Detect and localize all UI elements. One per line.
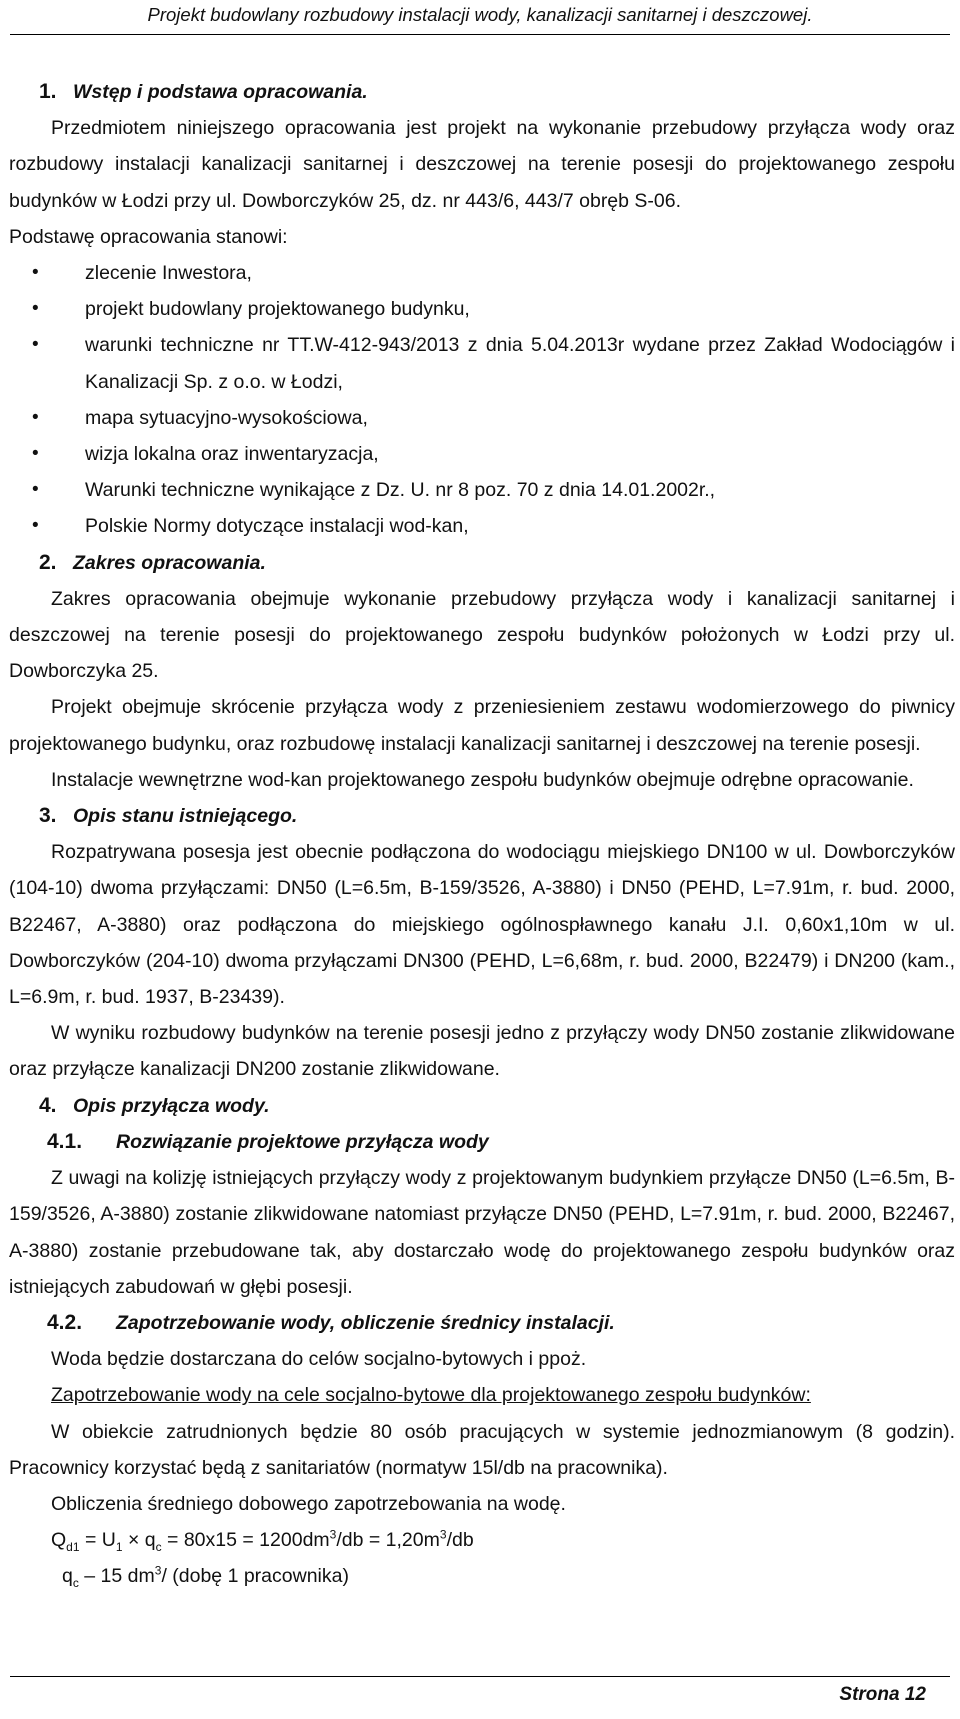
- formula-sub: 1: [115, 1540, 123, 1555]
- paragraph: Obliczenia średniego dobowego zapotrzebowania na wodę.: [51, 1492, 566, 1515]
- legend-sup: 3: [154, 1563, 162, 1578]
- subsection-heading-4-1: [9, 1124, 955, 1160]
- formula: [9, 1522, 955, 1558]
- formula-sub: d1: [66, 1540, 80, 1555]
- footer-rule: [10, 1676, 950, 1677]
- list-item: • Polskie Normy dotyczące instalacji wod-kan,: [9, 508, 955, 544]
- section-heading-3: [9, 798, 955, 834]
- section-number: 1.: [39, 80, 57, 103]
- header-text: Projekt budowlany rozbudowy instalacji wody, kanalizacji sanitarnej i deszczowej.: [147, 4, 813, 25]
- subsection-title: Rozwiązanie projektowe przyłącza wody: [116, 1130, 489, 1153]
- paragraph: W obiekcie zatrudnionych będzie 80 osób pracujących w systemie jednozmianowym (8 godzin). Pracownicy korzystać będą z sanitariatów (normatyw 15l/db na pracownika).: [9, 1420, 955, 1479]
- section-title: Opis stanu istniejącego.: [73, 805, 298, 828]
- formula-legend: [9, 1558, 955, 1594]
- document-body: [9, 74, 955, 1595]
- formula-sub: c: [155, 1540, 162, 1555]
- formula-part: Q: [51, 1529, 67, 1552]
- list-item: • wizja lokalna oraz inwentaryzacja,: [9, 436, 955, 472]
- paragraph: Instalacje wewnętrzne wod-kan projektowanego zespołu budynków obejmuje odrębne opracowanie.: [51, 768, 914, 791]
- formula-part: = U: [79, 1529, 116, 1552]
- section-title: Wstęp i podstawa opracowania.: [73, 81, 368, 103]
- legend-part: – 15 dm: [78, 1565, 155, 1588]
- formula-part: /db = 1,20m: [336, 1529, 440, 1552]
- paragraph: Projekt obejmuje skrócenie przyłącza wody z przeniesieniem zestawu wodomierzowego do piwnicy projektowanego budynku, oraz rozbudowę instalacji kanalizacji sanitarnej i deszczowej na terenie posesji.: [9, 696, 955, 755]
- section-heading-4: [9, 1088, 955, 1124]
- section-heading-1: [9, 74, 955, 110]
- legend-part: / (dobę 1 pracownika): [161, 1565, 349, 1588]
- formula-sup: 3: [329, 1527, 337, 1542]
- section-number: 2.: [39, 550, 57, 574]
- paragraph: Przedmiotem niniejszego opracowania jest projekt na wykonanie przebudowy przyłącza wody oraz rozbudowy instalacji kanalizacji sanitarnej i deszczowej na terenie posesji do projektowanego zespołu budynków w Łodzi przy ul. Dowborczyków 25, dz. nr 443/6, 443/7 obręb S-06.: [9, 117, 955, 212]
- legend-sub: c: [72, 1576, 79, 1591]
- subsection-number: 4.2.: [47, 1310, 83, 1334]
- paragraph: Podstawę opracowania stanowi:: [9, 225, 288, 248]
- paragraph: Zakres opracowania obejmuje wykonanie przebudowy przyłącza wody i kanalizacji sanitarnej i deszczowej na terenie posesji do projektowanego zespołu budynków położonych w Łodzi przy ul. Dowborczyka 25.: [9, 587, 955, 683]
- section-title: Opis przyłącza wody.: [73, 1094, 270, 1117]
- list-item: • zlecenie Inwestora,: [9, 255, 955, 291]
- list-item: • projekt budowlany projektowanego budynku,: [9, 291, 955, 327]
- list-item: • mapa sytuacyjno-wysokościowa,: [9, 400, 955, 436]
- paragraph: Z uwagi na kolizję istniejących przyłączy wody z projektowanym budynkiem przyłącze DN50 (L=6.5m, B-159/3526, A-3880) zostanie zlikwidowane natomiast przyłącze DN50 (PEHD, L=7.91m, r. bud. 2000, B22467, A-3880) zostanie przebudowane tak, aby dostarczało wodę do projektowanego zespołu budynków oraz istniejących zabudowań w głębi posesji.: [9, 1167, 955, 1298]
- subsection-title: Zapotrzebowanie wody, obliczenie średnicy instalacji.: [116, 1311, 615, 1334]
- underlined-text: Zapotrzebowanie wody na cele socjalno-bytowe dla projektowanego zespołu budynków:: [51, 1384, 811, 1407]
- section-number: 3.: [39, 804, 57, 828]
- list-item: • warunki techniczne nr TT.W-412-943/2013 z dnia 5.04.2013r wydane przez Zakład Wodociągów i Kanalizacji Sp. z o.o. w Łodzi,: [9, 327, 955, 399]
- section-title: Zakres opracowania.: [73, 551, 266, 574]
- subsection-number: 4.1.: [47, 1129, 83, 1153]
- paragraph-underlined: [9, 1377, 955, 1413]
- subsection-heading-4-2: [9, 1305, 955, 1341]
- paragraph: W wyniku rozbudowy budynków na terenie posesji jedno z przyłączy wody DN50 zostanie zlikwidowane oraz przyłącze kanalizacji DN200 zostanie zlikwidowane.: [9, 1022, 955, 1081]
- list-item: • Warunki techniczne wynikające z Dz. U. nr 8 poz. 70 z dnia 14.01.2002r.,: [9, 472, 955, 508]
- formula-part: = 80x15 = 1200dm: [161, 1529, 330, 1552]
- formula-part: × q: [122, 1529, 156, 1552]
- paragraph: Woda będzie dostarczana do celów socjalno-bytowych i ppoż.: [51, 1348, 587, 1371]
- section-number: 4.: [39, 1093, 57, 1117]
- formula-part: /db: [446, 1529, 474, 1552]
- page-header: [0, 0, 960, 36]
- section-heading-2: [9, 545, 955, 581]
- bullet-list: [9, 255, 955, 545]
- formula-sup: 3: [439, 1527, 447, 1542]
- header-rule: [10, 34, 950, 35]
- legend-part: q: [62, 1565, 73, 1588]
- paragraph: Rozpatrywana posesja jest obecnie podłączona do wodociągu miejskiego DN100 w ul. Dowborczyków (104-10) dwoma przyłączami: DN50 (L=6.5m, B-159/3526, A-3880) i DN50 (PEHD, L=7.91m, r. bud. 2000, B22467, A-3880) oraz podłączona do miejskiego ogólnospławnego kanału J.I. 0,60x1,10m w ul. Dowborczyków (204-10) dwoma przyłączami DN300 (PEHD, L=6,68m, r. bud. 2000, B22479) i DN200 (kam., L=6.9m, r. bud. 1937, B-23439).: [9, 841, 955, 1009]
- page-number: Strona 12: [839, 1684, 926, 1705]
